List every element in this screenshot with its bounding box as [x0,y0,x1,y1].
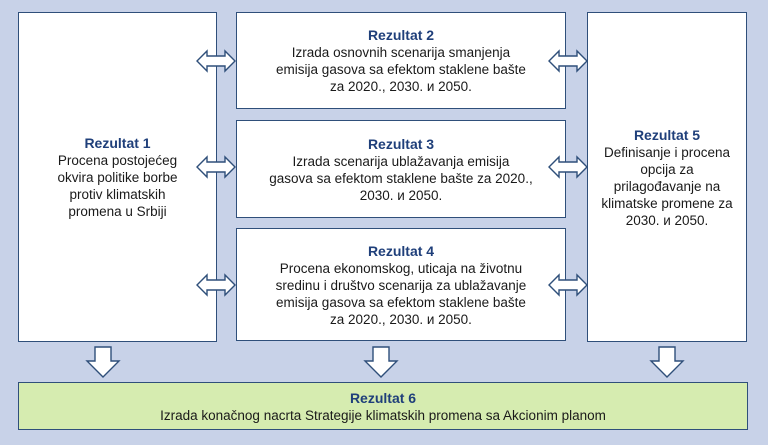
result-2-title: Rezultat 2 [367,27,435,43]
result-6-text: Izrada konačnog nacrta Strategije klimatskih promena sa Akcionim planom [160,407,606,423]
result-5-box [587,12,747,342]
result-6-box [18,382,748,430]
double-arrow-icon [548,274,588,296]
result-3-box [236,120,566,218]
result-1-box [18,12,217,342]
result-1-text: Procena postojećeg okvira politike borbe protiv klimatskih promena u Srbiji [57,153,178,219]
result-3-text: Izrada scenarija ublažavanja emisija gasova sa efektom staklene bašte za 2020., 2030. и 2050. [269,153,533,203]
down-arrow-icon [650,346,684,378]
result-5-text: Definisanje i procena opcija za prilagođavanje na klimatske promene za 2030. и 2050. [601,144,733,228]
result-5-title: Rezultat 5 [633,126,701,143]
result-2-box [236,12,566,109]
result-6-title: Rezultat 6 [349,389,417,406]
result-4-title: Rezultat 4 [367,242,435,259]
double-arrow-icon [196,274,236,296]
double-arrow-icon [548,50,588,72]
double-arrow-icon [196,156,236,178]
result-1-title: Rezultat 1 [84,135,151,151]
double-arrow-icon [196,50,236,72]
result-3-title: Rezultat 3 [367,135,435,152]
result-2-text: Izrada osnovnih scenarija smanjenja emisija gasova sa efektom staklene bašte za 2020., 2030. и 2050. [276,45,526,94]
result-4-text: Procena ekonomskog, uticaja na životnu sredinu i društvo scenarija za ublažavanje emisija gasova sa efektom staklene bašte za 2020., 2030. и 2050. [275,260,527,327]
double-arrow-icon [548,156,588,178]
down-arrow-icon [364,346,398,378]
result-4-box [236,228,566,341]
down-arrow-icon [86,346,120,378]
